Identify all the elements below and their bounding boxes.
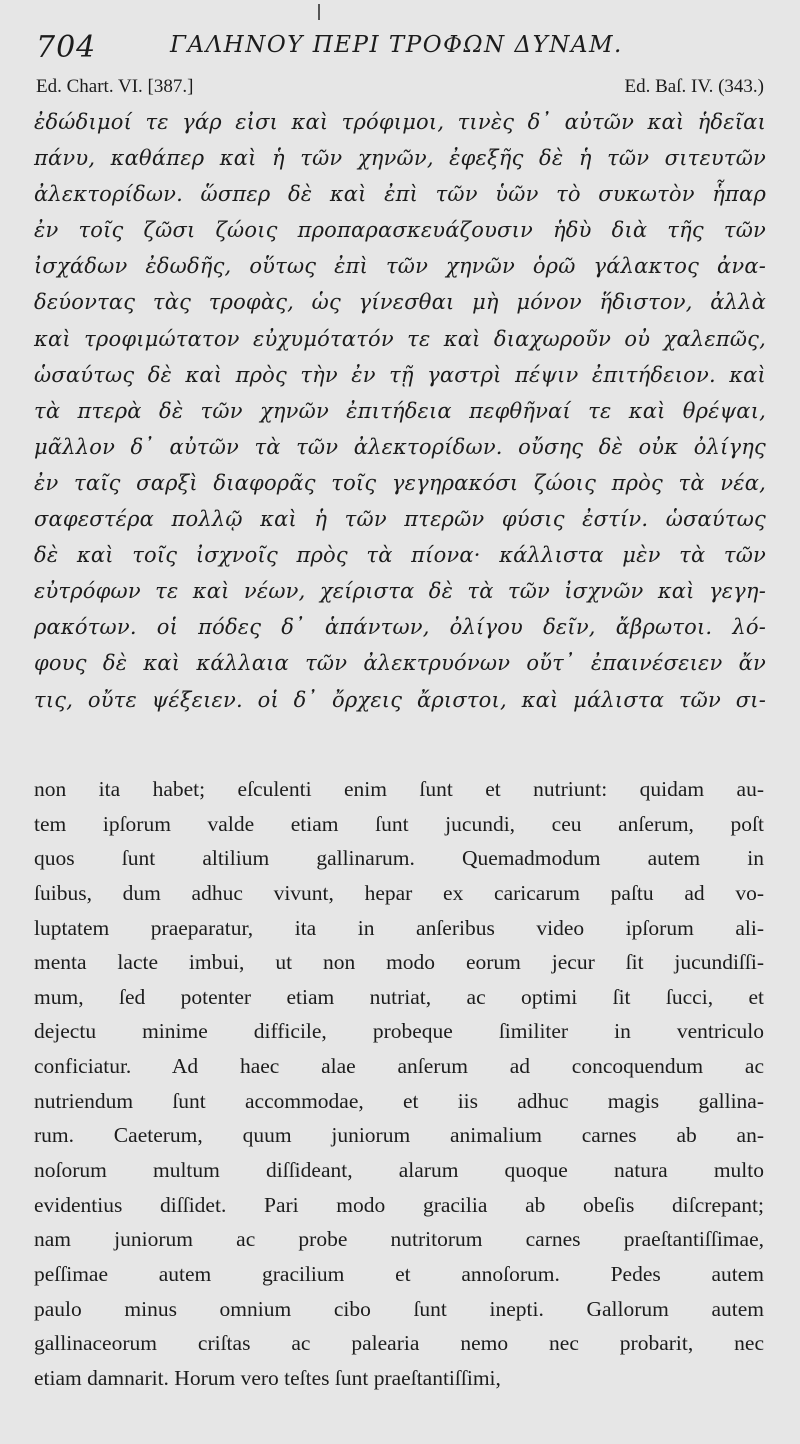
latin-text-line: evidentius diſſidet. Pari modo gracilia ab obeſis diſcrepant;: [34, 1192, 764, 1217]
greek-text-line: δεύοντας τὰς τροφὰς, ὡς γίνεσθαι μὴ μόνον ἥδιστον, ἀλλὰ: [34, 290, 766, 315]
greek-text-line: ἐν ταῖς σαρξὶ διαφορᾶς τοῖς γεγηρακόσι ζώοις πρὸς τὰ νέα,: [34, 470, 766, 495]
greek-text-block: [34, 104, 766, 718]
page-number: 704: [36, 30, 97, 65]
latin-text-line: etiam damnarit. Horum vero teſtes ſunt praeſtantiſſimi,: [34, 1365, 501, 1390]
edition-reference-basel: Ed. Baſ. IV. (343.): [624, 76, 764, 97]
greek-text-line: ἐν τοῖς ζῶσι ζώοις προπαρασκευάζουσιν ἡδὺ διὰ τῆς τῶν: [34, 218, 766, 243]
latin-text-line: menta lacte imbui, ut non modo eorum jecur ſit jucundiſſi-: [34, 950, 764, 975]
latin-text-line: mum, ſed potenter etiam nutriat, ac optimi ſit ſucci, et: [34, 984, 764, 1009]
greek-text-line: φους δὲ καὶ κάλλαια τῶν ἀλεκτρυόνων οὔτ᾿ ἐπαινέσειεν ἄν: [34, 651, 766, 676]
greek-text-line: ἰσχάδων ἐδωδῆς, οὕτως ἐπὶ τῶν χηνῶν ὁρῶ γάλακτος ἀνα-: [34, 254, 766, 279]
latin-text-line: rum. Caeterum, quum juniorum animalium carnes ab an-: [34, 1123, 764, 1148]
latin-text-line: nutriendum ſunt accommodae, et iis adhuc magis gallina-: [34, 1088, 764, 1113]
greek-text-line: ρακότων. οἱ πόδες δ᾿ ἁπάντων, ὀλίγου δεῖν, ἄβρωτοι. λό-: [34, 615, 766, 640]
greek-text-line: εὐτρόφων τε καὶ νέων, χείριστα δὲ τὰ τῶν ἰσχνῶν καὶ γεγη-: [34, 579, 766, 604]
latin-text-line: noſorum multum diſſideant, alarum quoque natura multo: [34, 1158, 764, 1183]
latin-text-line: peſſimae autem gracilium et annoſorum. Pedes autem: [34, 1261, 764, 1286]
greek-text-line: δὲ καὶ τοῖς ἰσχνοῖς πρὸς τὰ πίονα· κάλλιστα μὲν τὰ τῶν: [34, 543, 766, 568]
running-title: ΓΑΛΗΝΟΥ ΠΕΡΙ ΤΡΟΦΩΝ ΔΥΝΑΜ.: [170, 32, 623, 58]
greek-text-line: ἀλεκτορίδων. ὥσπερ δὲ καὶ ἐπὶ τῶν ὑῶν τὸ συκωτὸν ἧπαρ: [34, 182, 766, 207]
greek-text-line: σαφεστέρα πολλῷ καὶ ἡ τῶν πτερῶν φύσις ἐστίν. ὡσαύτως: [34, 507, 766, 532]
greek-text-line: τὰ πτερὰ δὲ τῶν χηνῶν ἐπιτήδεια πεφθῆναί τε καὶ θρέψαι,: [34, 398, 766, 423]
latin-text-line: luptatem praeparatur, ita in anſeribus video ipſorum ali-: [34, 915, 764, 940]
greek-text-line: ἐδώδιμοί τε γάρ εἰσι καὶ τρόφιμοι, τινὲς δ᾿ αὐτῶν καὶ ἡδεῖαι: [34, 110, 766, 134]
greek-text-line: καὶ τροφιμώτατον εὐχυμότατόν τε καὶ διαχωροῦν οὐ χαλεπῶς,: [34, 326, 766, 351]
latin-text-line: non ita habet; eſculenti enim ſunt et nutriunt: quidam au-: [34, 777, 764, 801]
greek-text-line: τις, οὔτε ψέξειεν. οἱ δ᾿ ὄρχεις ἄριστοι, καὶ μάλιστα τῶν σι-: [34, 687, 766, 712]
greek-text-line: πάνυ, καθάπερ καὶ ἡ τῶν χηνῶν, ἐφεξῆς δὲ ἡ τῶν σιτευτῶν: [34, 146, 766, 171]
edition-reference-chartier: Ed. Chart. VI. [387.]: [36, 76, 194, 97]
printer-mark: [318, 4, 320, 20]
latin-text-line: tem ipſorum valde etiam ſunt jucundi, ceu anſerum, poſt: [34, 811, 764, 836]
latin-text-line: gallinaceorum criſtas ac palearia nemo nec probarit, nec: [34, 1331, 764, 1356]
latin-text-line: ſuibus, dum adhuc vivunt, hepar ex caricarum paſtu ad vo-: [34, 880, 764, 905]
latin-text-block: [34, 772, 764, 1396]
greek-text-line: ὡσαύτως δὲ καὶ πρὸς τὴν ἐν τῇ γαστρὶ πέψιν ἐπιτήδειον. καὶ: [34, 362, 766, 387]
latin-text-line: quos ſunt altilium gallinarum. Quemadmodum autem in: [34, 846, 764, 871]
greek-text-line: μᾶλλον δ᾿ αὐτῶν τὰ τῶν ἀλεκτορίδων. οὔσης δὲ οὐκ ὀλίγης: [34, 434, 766, 459]
latin-text-line: nam juniorum ac probe nutritorum carnes praeſtantiſſimae,: [34, 1227, 764, 1252]
latin-text-line: paulo minus omnium cibo ſunt inepti. Gallorum autem: [34, 1296, 764, 1321]
latin-text-line: dejectu minime difficile, probeque ſimiliter in ventriculo: [34, 1019, 764, 1044]
latin-text-line: conficiatur. Ad haec alae anſerum ad concoquendum ac: [34, 1054, 764, 1079]
